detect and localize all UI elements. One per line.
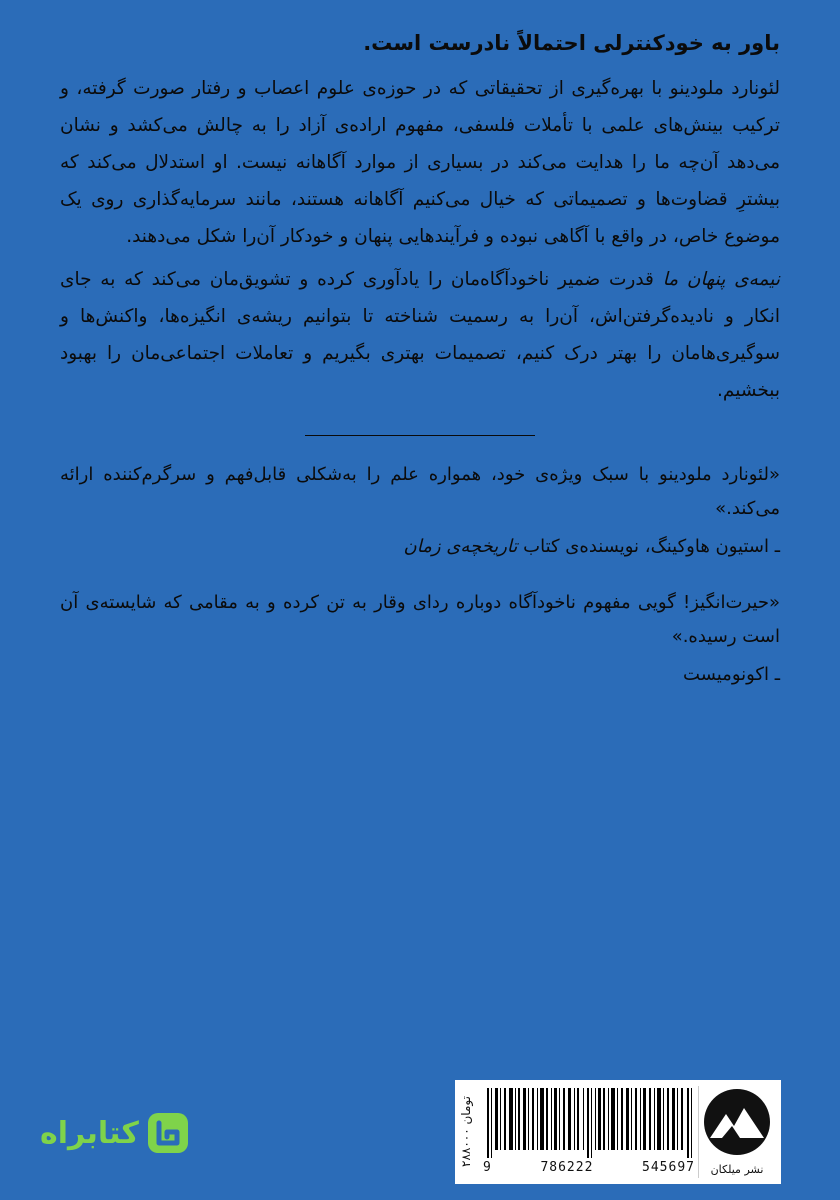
divider <box>305 435 535 436</box>
book-title-inline: نیمه‌ی پنهان ما <box>662 269 780 290</box>
mountain-circle-icon <box>702 1086 772 1158</box>
barcode <box>487 1088 693 1158</box>
description-paragraph-2 <box>60 261 780 409</box>
isbn-digits <box>483 1160 695 1175</box>
quote-hawking-attribution <box>60 530 780 564</box>
isbn-part-1: 9 <box>483 1160 492 1175</box>
ketabrah-book-icon <box>145 1110 191 1156</box>
ketabrah-logo <box>40 1108 220 1158</box>
barcode-panel <box>455 1080 781 1184</box>
brand-name: کتابراه <box>40 1115 139 1151</box>
headline: باور به خودکنترلی احتمالاً نادرست است. <box>363 31 780 55</box>
back-cover-text <box>60 26 780 714</box>
quote-economist: «حیرت‌انگیز! گویی مفهوم ناخودآگاه دوباره ردای وقار به تن کرده و به مقامی که شایسته‌ی آن است رسیده.» <box>60 592 780 647</box>
isbn-part-2: 786222 <box>540 1160 594 1175</box>
isbn-part-3: 545697 <box>642 1160 695 1175</box>
quote-economist-attribution: ـ اکونومیست <box>683 664 780 685</box>
publisher-name: نشر میلکان <box>710 1163 764 1176</box>
publisher-logo <box>698 1086 775 1178</box>
attribution-book-title: تاریخچه‌ی زمان <box>403 536 518 557</box>
description-paragraph-1: لئونارد ملودینو با بهره‌گیری از تحقیقاتی که در حوزه‌ی علوم اعصاب و رفتار صورت گرفته، و ترکیب بینش‌های علمی با تأملات فلسفی، مفهوم اراده‌ی آزاد را به چالش می‌کشد و نشان می‌دهد آن‌چه ما را هدایت می‌کند در بسیاری از موارد آگاهانه نیست. او استدلال می‌کند که بیشترِ قضاوت‌ها و تصمیماتی که خیال می‌کنیم آگاهانه هستند، مانند سرمایه‌گذاری روی یک موضوع خاص، در واقع با آگاهی نبوده و فرآیندهایی پنهان و خودکار آن‌را شکل می‌دهند. <box>60 78 780 247</box>
quote-hawking: «لئونارد ملودینو با سبک ویژه‌ی خود، همواره علم را به‌شکلی قابل‌فهم و سرگرم‌کننده ارائه می‌کند.» <box>60 464 780 519</box>
paragraph-2-text: قدرت ضمیر ناخودآگاه‌مان را یادآوری کرده و تشویق‌مان می‌کند که به جای انکار و نادیده‌گرفتن‌اش، آن‌را به رسمیت شناخته تا بتوانیم ریشه‌ی انگیزه‌ها، واکنش‌ها و سوگیری‌هامان را بهتر درک کنیم، تصمیمات بهتری بگیریم و تعاملات اجتماعی‌مان را بهبود ببخشیم. <box>60 269 780 401</box>
attribution-prefix: ـ استیون هاوکینگ، نویسنده‌ی کتاب <box>517 536 780 557</box>
price-label: ۲۸۸۰۰۰ تومان <box>459 1096 473 1168</box>
